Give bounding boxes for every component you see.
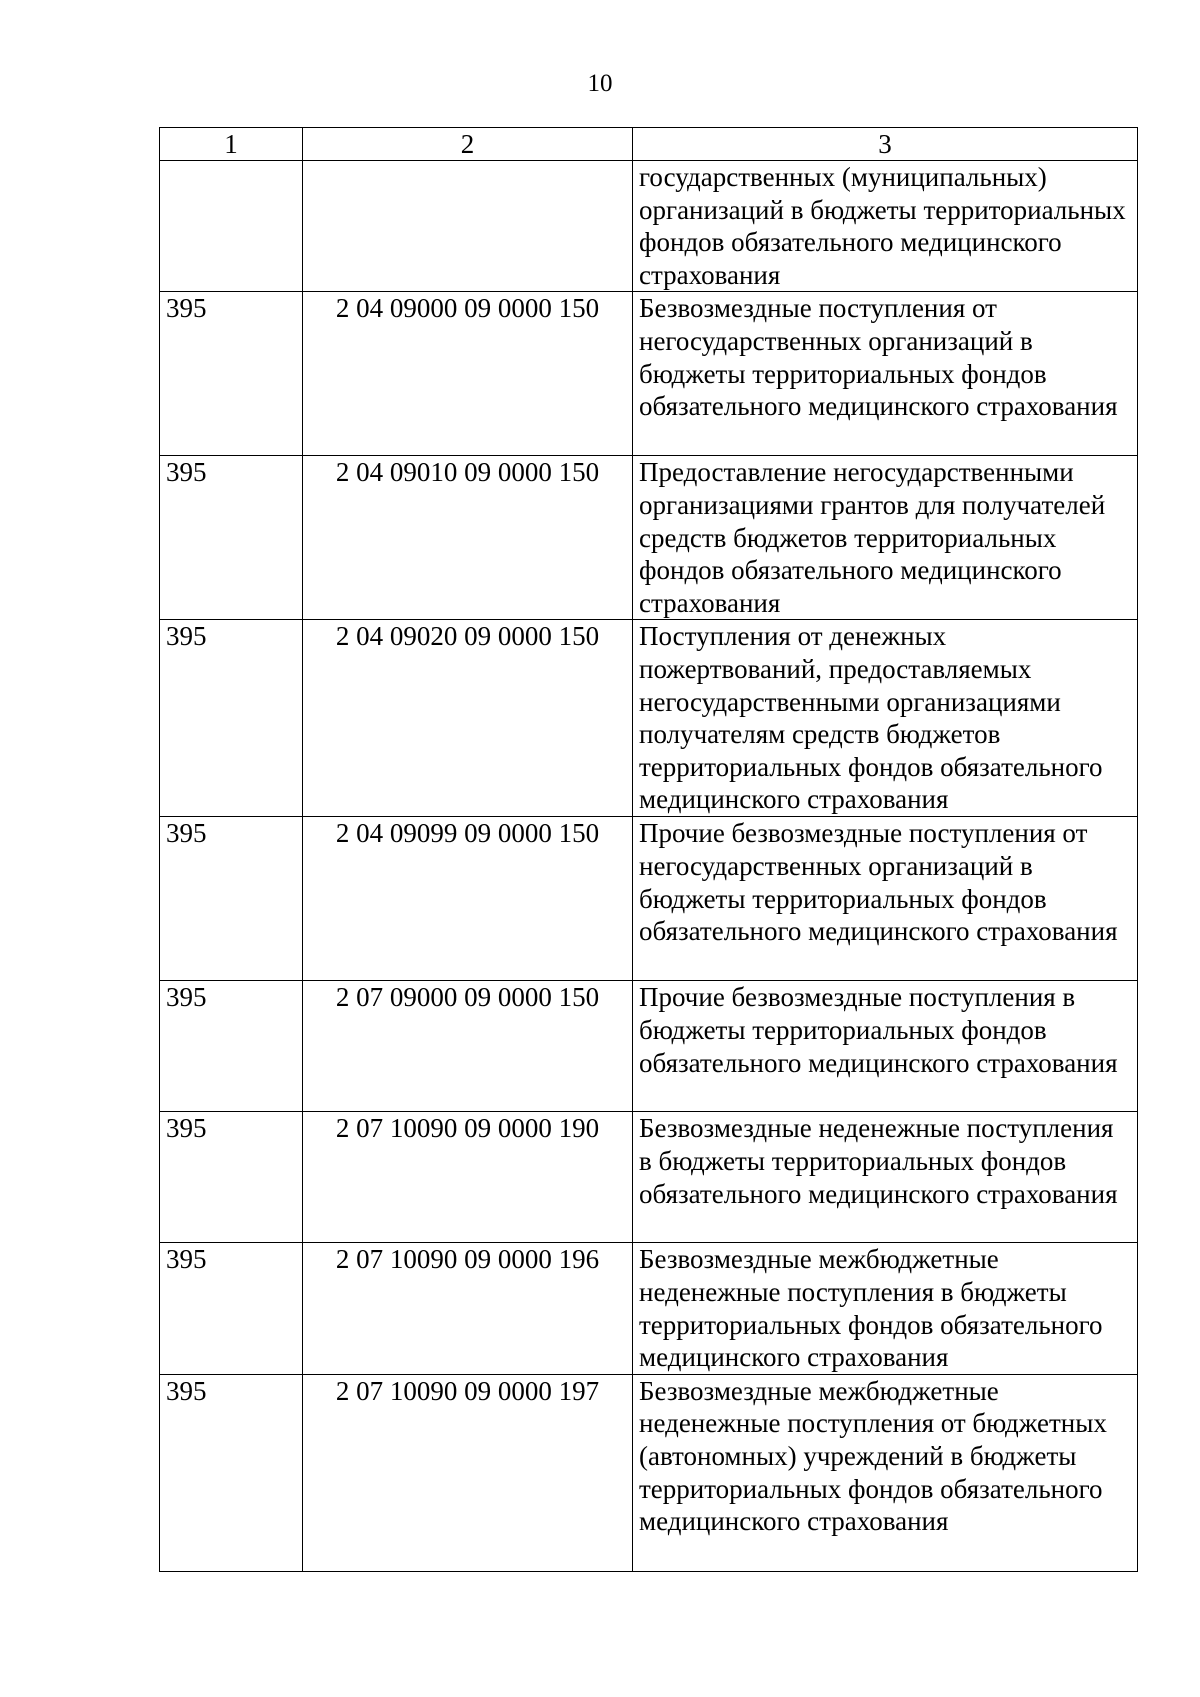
table-header-row	[160, 128, 1138, 161]
table-row	[160, 620, 1138, 817]
table-row	[160, 1374, 1138, 1571]
income-name-cell: Предоставление негосударственными организациями грантов для получателей средств бюджетов территориальных фондов обязательного медицинского страхования	[633, 456, 1138, 620]
classification-table	[159, 127, 1138, 1572]
admin-code-cell	[160, 161, 303, 292]
income-name-cell: Безвозмездные поступления от негосударственных организаций в бюджеты территориальных фондов обязательного медицинского страхования	[633, 292, 1138, 456]
income-name-cell: Прочие безвозмездные поступления от негосударственных организаций в бюджеты территориальных фондов обязательного медицинского страхования	[633, 817, 1138, 981]
admin-code-cell: 395	[160, 1374, 303, 1571]
table-row	[160, 1243, 1138, 1374]
budget-code-cell: 2 04 09020 09 0000 150	[303, 620, 633, 817]
admin-code-cell: 395	[160, 620, 303, 817]
admin-code-cell: 395	[160, 1112, 303, 1243]
page-number: 10	[587, 70, 613, 97]
income-name-cell: Поступления от денежных пожертвований, предоставляемых негосударственными организациями получателям средств бюджетов территориальных фондов обязательного медицинского страхования	[633, 620, 1138, 817]
table-row	[160, 817, 1138, 981]
column-header-3: 3	[633, 128, 1138, 161]
budget-code-cell: 2 04 09000 09 0000 150	[303, 292, 633, 456]
budget-code-cell: 2 07 10090 09 0000 196	[303, 1243, 633, 1374]
income-name-cell: Безвозмездные межбюджетные неденежные поступления от бюджетных (автономных) учреждений в бюджеты территориальных фондов обязательного медицинского страхования	[633, 1374, 1138, 1571]
income-name-cell: Безвозмездные межбюджетные неденежные поступления в бюджеты территориальных фондов обязательного медицинского страхования	[633, 1243, 1138, 1374]
budget-code-cell	[303, 161, 633, 292]
income-name-cell: Прочие безвозмездные поступления в бюджеты территориальных фондов обязательного медицинского страхования	[633, 981, 1138, 1112]
column-header-2: 2	[303, 128, 633, 161]
table-row	[160, 1112, 1138, 1243]
budget-code-cell: 2 07 09000 09 0000 150	[303, 981, 633, 1112]
admin-code-cell: 395	[160, 456, 303, 620]
column-header-1: 1	[160, 128, 303, 161]
budget-code-cell: 2 04 09010 09 0000 150	[303, 456, 633, 620]
admin-code-cell: 395	[160, 1243, 303, 1374]
admin-code-cell: 395	[160, 292, 303, 456]
budget-code-cell: 2 04 09099 09 0000 150	[303, 817, 633, 981]
table-row	[160, 981, 1138, 1112]
table-row	[160, 292, 1138, 456]
admin-code-cell: 395	[160, 817, 303, 981]
admin-code-cell: 395	[160, 981, 303, 1112]
table-row	[160, 456, 1138, 620]
budget-code-cell: 2 07 10090 09 0000 197	[303, 1374, 633, 1571]
table-row-continuation	[160, 161, 1138, 292]
income-name-cell: государственных (муниципальных) организаций в бюджеты территориальных фондов обязательного медицинского страхования	[633, 161, 1138, 292]
budget-code-cell: 2 07 10090 09 0000 190	[303, 1112, 633, 1243]
income-name-cell: Безвозмездные неденежные поступления в бюджеты территориальных фондов обязательного медицинского страхования	[633, 1112, 1138, 1243]
